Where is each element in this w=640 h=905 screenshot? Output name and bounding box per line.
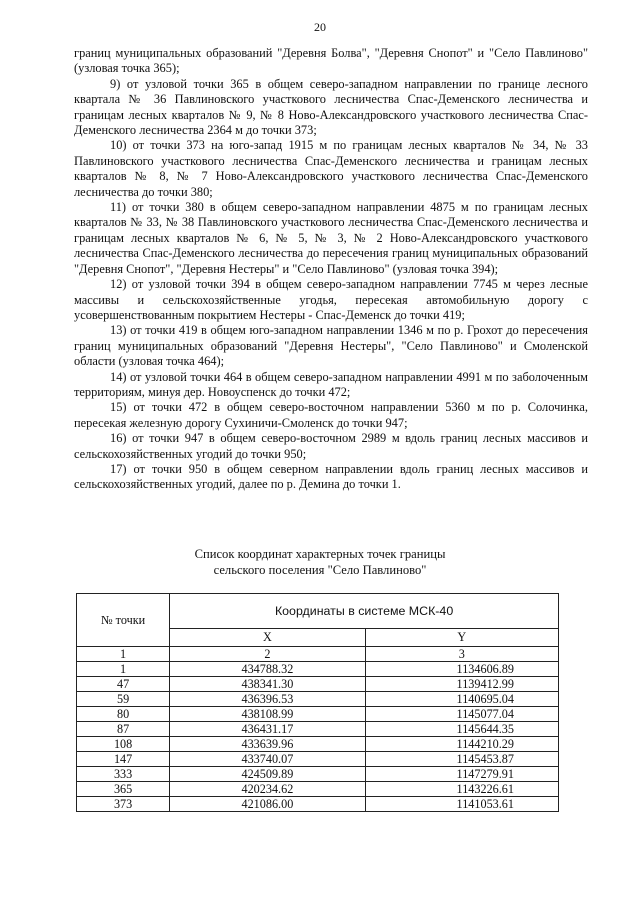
body-text — [74, 46, 588, 493]
coordinate-y: 1139412.99 — [365, 677, 558, 692]
coordinate-x: 438108.99 — [170, 707, 365, 722]
coordinate-x: 420234.62 — [170, 782, 365, 797]
paragraph: 16) от точки 947 в общем северо-восточном 2989 м вдоль границ лесных массивов и сельскохозяйственных угодий до точки 950; — [74, 431, 588, 461]
header-point-number: № точки — [77, 594, 170, 647]
column-index: 2 — [170, 647, 365, 662]
table-row — [77, 797, 559, 812]
coordinate-y: 1140695.04 — [365, 692, 558, 707]
coordinate-x: 433639.96 — [170, 737, 365, 752]
table-row — [77, 707, 559, 722]
coordinates-table — [76, 593, 559, 812]
header-y: Y — [365, 628, 558, 646]
table-row — [77, 782, 559, 797]
coordinate-x: 424509.89 — [170, 767, 365, 782]
coordinate-y: 1141053.61 — [365, 797, 558, 812]
column-index: 1 — [77, 647, 170, 662]
point-number: 47 — [77, 677, 170, 692]
paragraph: 12) от узловой точки 394 в общем северо-западном направлении 7745 м через лесные массивы и сельскохозяйственные угодья, пересекая автомобильную дорогу с усовершенствованным покрытием Нестеры - Спас-Деменск до точки 419; — [74, 277, 588, 322]
point-number: 333 — [77, 767, 170, 782]
coordinate-y: 1145644.35 — [365, 722, 558, 737]
table-row — [77, 722, 559, 737]
paragraph: 15) от точки 472 в общем северо-восточном направлении 5360 м по р. Солочинка, пересекая железную дорогу Сухиничи-Смоленск до точки 947; — [74, 400, 588, 430]
coordinate-y: 1145077.04 — [365, 707, 558, 722]
coordinate-x: 421086.00 — [170, 797, 365, 812]
coordinate-x: 433740.07 — [170, 752, 365, 767]
coordinate-x: 438341.30 — [170, 677, 365, 692]
paragraph: 13) от точки 419 в общем юго-западном направлении 1346 м по р. Грохот до пересечения границ муниципальных образований "Деревня Нестеры", "Село Павлиново" и Смоленской области (узловая точка 464); — [74, 323, 588, 369]
header-x: X — [170, 628, 365, 646]
point-number: 80 — [77, 707, 170, 722]
coordinates-list-title — [0, 546, 640, 578]
table-row — [77, 692, 559, 707]
paragraph: 9) от узловой точки 365 в общем северо-западном направлении по границе лесного квартала № 36 Павлиновского участкового лесничества Спас-Деменского лесничества и границам лесных кварталов № 9, № 8 Ново-Александровского участкового лесничества Спас-Деменского лесничества 2364 м до точки 373; — [74, 76, 588, 138]
point-number: 108 — [77, 737, 170, 752]
coordinate-y: 1144210.29 — [365, 737, 558, 752]
column-index: 3 — [365, 647, 558, 662]
coordinate-y: 1134606.89 — [365, 662, 558, 677]
paragraph: 10) от точки 373 на юго-запад 1915 м по границам лесных кварталов № 34, № 33 Павлиновского участкового лесничества Спас-Деменского лесничества и границам лесных кварталов № 8, № 7 Ново-Александровского участкового лесничества Спас-Деменского лесничества до точки 380; — [74, 138, 588, 199]
table-header-row — [77, 594, 559, 629]
paragraph: 11) от точки 380 в общем северо-западном направлении 4875 м по границам лесных кварталов № 33, № 38 Павлиновского участкового лесничества Спас-Деменского лесничества и границам лесных кварталов № 6, № 5, № 3, № 2 Ново-Александровского участкового лесничества Спас-Деменского лесничества до пересечения границ муниципальных образований "Деревня Снопот", "Деревня Нестеры" и "Село Павлиново" (узловая точка 394); — [74, 200, 588, 276]
point-number: 59 — [77, 692, 170, 707]
list-title-line: Список координат характерных точек границы — [194, 547, 446, 561]
list-title-line: сельского поселения "Село Павлиново" — [213, 563, 427, 577]
coordinate-x: 436396.53 — [170, 692, 365, 707]
table-row — [77, 767, 559, 782]
paragraph: границ муниципальных образований "Деревня Болва", "Деревня Снопот" и "Село Павлиново" (узловая точка 365); — [74, 46, 588, 76]
table-row — [77, 752, 559, 767]
point-number: 373 — [77, 797, 170, 812]
coordinate-y: 1147279.91 — [365, 767, 558, 782]
point-number: 147 — [77, 752, 170, 767]
point-number: 1 — [77, 662, 170, 677]
table-row — [77, 677, 559, 692]
table-row — [77, 737, 559, 752]
paragraph: 14) от узловой точки 464 в общем северо-западном направлении 4991 м по заболоченным территориям, минуя дер. Новоуспенск до точки 472; — [74, 369, 588, 399]
coordinate-x: 434788.32 — [170, 662, 365, 677]
page-number: 20 — [314, 20, 326, 34]
coordinate-y: 1143226.61 — [365, 782, 558, 797]
coordinate-y: 1145453.87 — [365, 752, 558, 767]
paragraph: 17) от точки 950 в общем северном направлении вдоль границ лесных массивов и сельскохозяйственных угодий, далее по р. Демина до точки 1. — [74, 461, 588, 492]
point-number: 87 — [77, 722, 170, 737]
column-index-row — [77, 647, 559, 662]
point-number: 365 — [77, 782, 170, 797]
coordinate-x: 436431.17 — [170, 722, 365, 737]
header-coordinate-system: Координаты в системе МСК-40 — [170, 594, 559, 629]
table-row — [77, 662, 559, 677]
